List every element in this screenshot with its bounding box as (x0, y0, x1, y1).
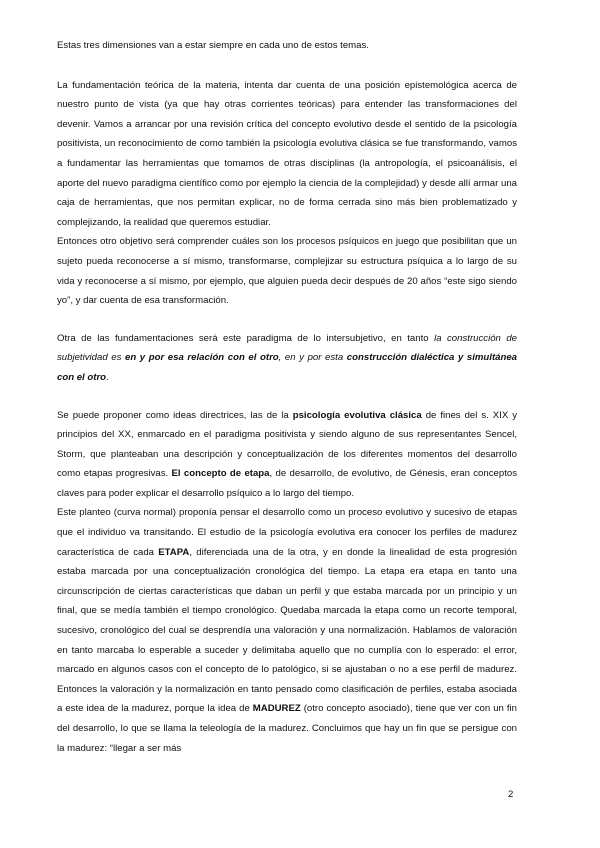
p6-text-a: Este planteo (curva normal) proponía pensar el desarrollo como un proceso evolutivo y sucesivo de etapas que el individuo va transitando. El estudio de la psicología evolutiva era conocer los perfiles de madurez característica de cada (57, 507, 517, 558)
p4-text-f: . (106, 371, 109, 383)
paragraph-2: La fundamentación teórica de la materia, intenta dar cuenta de una posición epistemológica acerca de nuestro punto de vista (ya que hay otras corrientes teóricas) para entender las transformaciones del devenir. Vamos a arrancar por una revisión crítica del concepto evolutivo desde el sentido de la psicología positivista, un reconocimiento de como también la psicología evolutiva clásica se fue transformando, vamos a fundamentar las herramientas que tomamos de otras disciplinas (la antropología, el psicoanálisis, el aporte del nuevo paradigma científico como por ejemplo la ciencia de la complejidad) y desde allí armar una caja de herramientas, que nos permitan explicar, no de forma cerrada sino más bien problematizado y complejizando, la realidad que queremos estudiar. (57, 79, 517, 228)
p5-bold-d: El concepto de etapa (171, 468, 270, 480)
p4-italic-b: la construcción de subjetividad es (57, 332, 518, 364)
page-number: 2 (508, 789, 514, 800)
paragraph-3: Entonces otro objetivo será comprender cuáles son los procesos psíquicos en juego que posibilitan que un sujeto pueda reconocerse a sí mismo, transformarse, complejizar su estructura psíquica a lo largo de su vida y reconocerse a sí mismo, por ejemplo, que alguien pueda decir después de 20 años “este sigo siendo yo”, y dar cuenta de esa transformación. (57, 236, 517, 307)
p6-bold-d: MADUREZ (252, 703, 301, 715)
p4-text-a: Otra de las fundamentaciones será este paradigma de lo intersubjetivo, en tanto (57, 332, 435, 344)
p5-text-c: de fines del s. XIX y principios del XX, enmarcado en el paradigma positivista y siendo alguno de sus representantes Sencel, Storm, que planteaban una descripción y conceptualización de los diferentes momentos del desarrollo como etapas progresivas. (57, 409, 517, 480)
p4-bold-italic-c: en y por esa relación con el otro (125, 352, 279, 364)
p4-bold-italic-e: construcción dialéctica y simultánea con el otro (57, 352, 518, 383)
paragraph-6 (57, 503, 517, 758)
p4-italic-d: , en y por esta (278, 352, 347, 364)
p5-text-e: , de desarrollo, de evolutivo, de Génesis, eran conceptos claves para poder explicar el desarrollo psíquico a lo largo del tiempo. (57, 468, 517, 499)
p5-text-a: Se puede proponer como ideas directrices, las de la (57, 409, 293, 421)
p6-text-e: (otro concepto asociado), tiene que ver con un fin del desarrollo, lo que se llama la teleología de la madurez. Concluimos que hay un fin que se persigue con la madurez: “llegar a ser más (57, 703, 517, 754)
paragraph-5 (57, 406, 517, 504)
paragraph-1: Estas tres dimensiones van a estar siempre en cada uno de estos temas. (57, 40, 369, 51)
p5-bold-b: psicología evolutiva clásica (292, 409, 422, 421)
p6-text-c: , diferenciada una de la otra, y en donde la linealidad de esta progresión estaba marcada por una conceptualización cronológica del tiempo. La etapa era etapa en tanto una circunscripción de ciertas características que daban un perfil y que estaba marcada por un principio y un final, que se medía también el tiempo cronológico. Quedaba marcada la etapa como un recorte temporal, sucesivo, cronológico del cual se desprendía una valoración y una normalización. Hablamos de valoración en tanto marcaba lo esperable a suceder y delimitaba aquello que no cumplía con lo esperado: el error, marcado en algunos casos con el concepto de lo patológico, si se ajustaban o no a ese perfil de madurez. Entonces la valoración y la normalización en tanto pensado como clasificación de perfiles, estaba asociada a este idea de la madurez, porque la idea de (57, 546, 517, 715)
paragraph-4 (57, 329, 517, 388)
p6-bold-b: ETAPA (158, 546, 190, 558)
